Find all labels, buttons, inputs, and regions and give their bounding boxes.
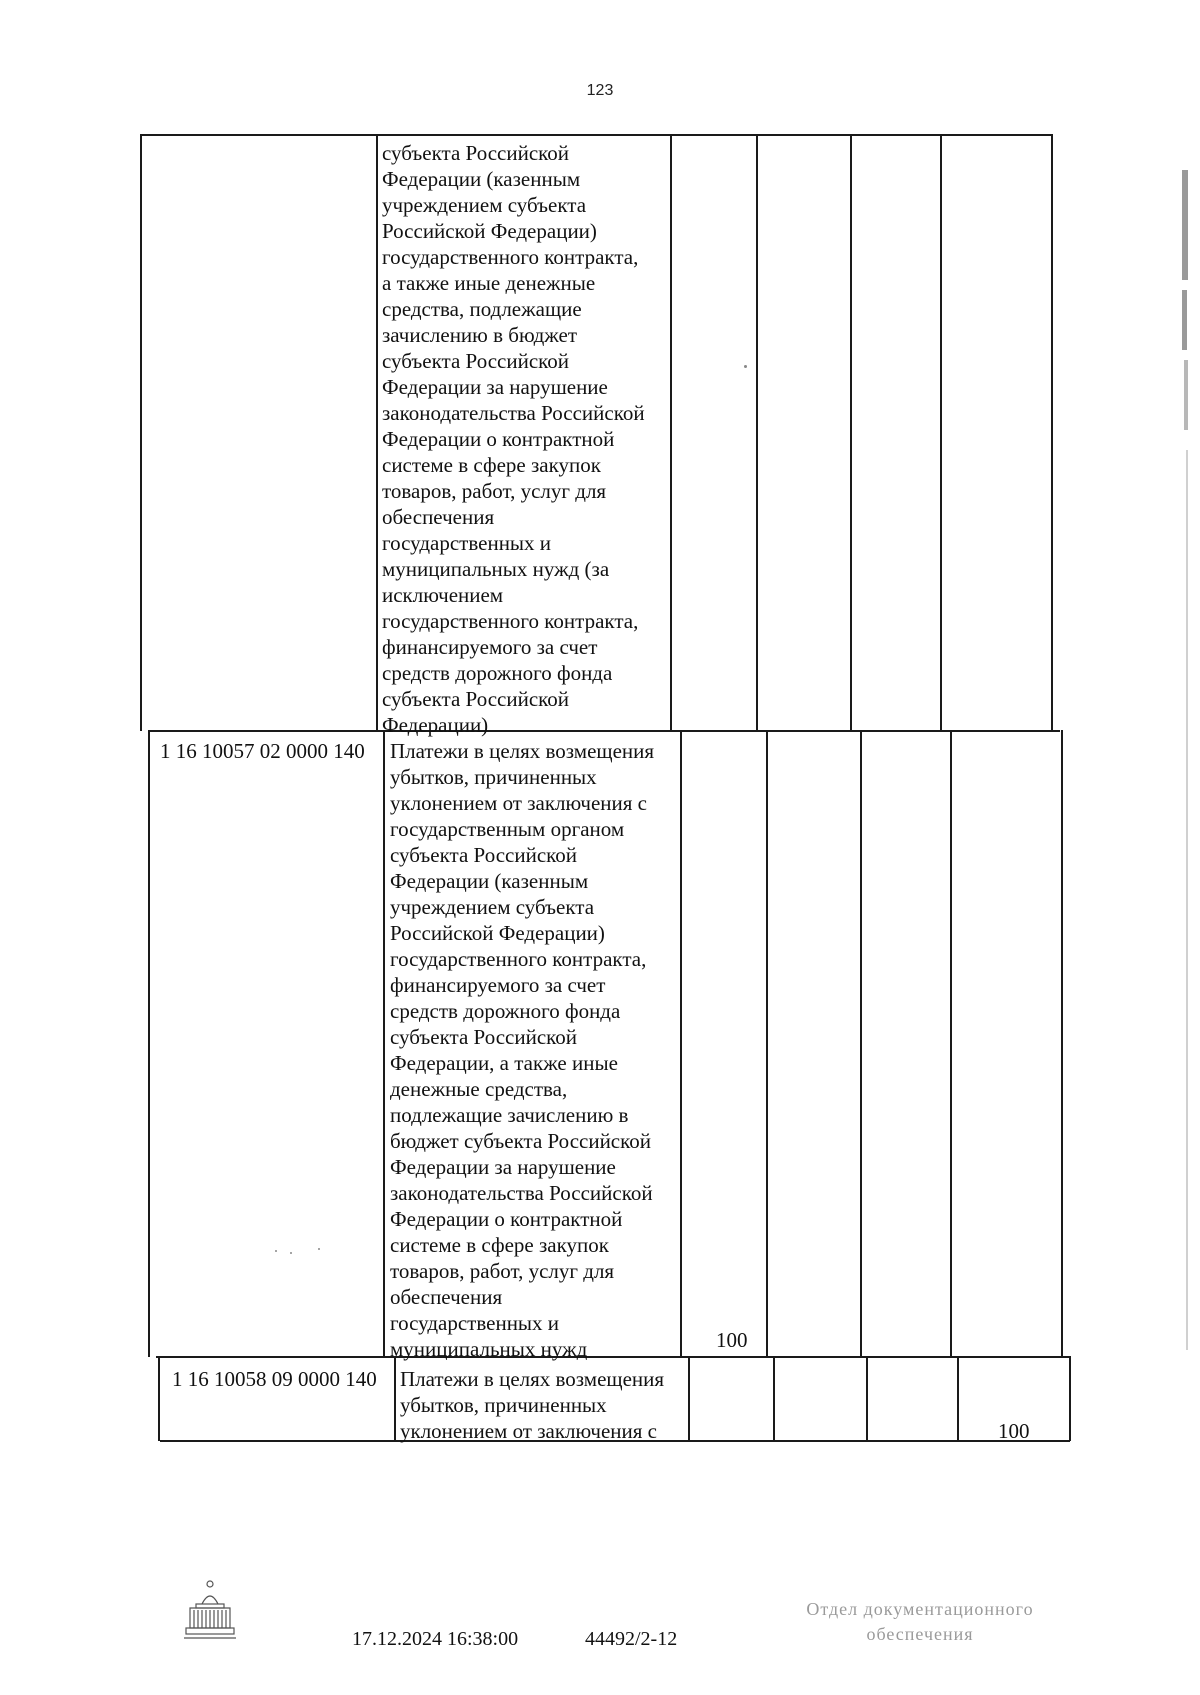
description-line: Федерации (казенным	[382, 167, 581, 191]
description-line: средств дорожного фонда	[390, 999, 621, 1023]
description-line: товаров, работ, услуг для	[382, 479, 607, 503]
page-number: 123	[586, 82, 614, 99]
description-line: Федерации (казенным	[390, 869, 589, 893]
table-border	[688, 1356, 690, 1441]
scan-speck	[318, 1248, 320, 1250]
description-line: Федерации, а также иные	[390, 1051, 618, 1075]
stamp-line-1: Отдел документационного	[806, 1599, 1034, 1619]
table-border	[957, 1356, 959, 1441]
description-line: бюджет субъекта Российской	[390, 1129, 652, 1153]
description-line: финансируемого за счет	[390, 973, 606, 997]
description-line: Федерации за нарушение	[382, 375, 608, 399]
description-line: субъекта Российской	[390, 843, 578, 867]
description-line: субъекта Российской	[382, 349, 570, 373]
footer-datetime: 17.12.2024 16:38:00	[352, 1628, 519, 1650]
table-border	[670, 134, 672, 731]
footer-document-number: 44492/2-12	[585, 1628, 678, 1650]
table-border	[766, 730, 768, 1357]
row-2-description	[390, 738, 654, 1362]
description-line: государственных и	[382, 531, 552, 555]
description-line: системе в сфере закупок	[382, 453, 601, 477]
description-line: Федерации за нарушение	[390, 1155, 616, 1179]
description-line: законодательства Российской	[382, 401, 645, 425]
row-1-description	[382, 140, 645, 738]
scan-speck	[744, 365, 747, 368]
description-line: системе в сфере закупок	[390, 1233, 609, 1257]
description-line: товаров, работ, услуг для	[390, 1259, 615, 1283]
description-line: обеспечения	[390, 1285, 503, 1309]
description-line: Федерации)	[382, 713, 489, 737]
table-border	[850, 134, 852, 731]
description-line: средства, подлежащие	[382, 297, 582, 321]
table-border	[860, 730, 862, 1357]
description-line: убытков, причиненных	[400, 1393, 607, 1417]
description-line: финансируемого за счет	[382, 635, 598, 659]
table-border	[680, 730, 682, 1357]
description-line: государственного контракта,	[390, 947, 647, 971]
duma-building-logo	[180, 1578, 240, 1648]
table-border	[394, 1356, 396, 1441]
table-border	[866, 1356, 868, 1441]
table-border	[383, 730, 385, 1357]
row-2-code: 1 16 10057 02 0000 140	[160, 739, 365, 763]
row-2-value-1: 100	[716, 1328, 748, 1352]
description-line: государственного контракта,	[382, 245, 639, 269]
description-line: исключением	[382, 583, 504, 607]
description-line: Федерации о контрактной	[382, 427, 615, 451]
description-line: учреждением субъекта	[390, 895, 595, 919]
description-line: учреждением субъекта	[382, 193, 587, 217]
description-line: а также иные денежные	[382, 271, 596, 295]
table-border	[773, 1356, 775, 1441]
row-3-code: 1 16 10058 09 0000 140	[172, 1367, 377, 1391]
description-line: средств дорожного фонда	[382, 661, 613, 685]
description-line: уклонением от заключения с	[400, 1419, 658, 1443]
description-line: субъекта Российской	[390, 1025, 578, 1049]
table-border	[158, 1356, 160, 1441]
table-border	[756, 134, 758, 731]
description-line: субъекта Российской	[382, 687, 570, 711]
table-border	[140, 134, 142, 731]
description-line: денежные средства,	[390, 1077, 568, 1101]
scan-speck	[275, 1250, 277, 1252]
table-border	[950, 730, 952, 1357]
table-border	[148, 730, 150, 1357]
description-line: Российской Федерации)	[390, 921, 605, 945]
stamp-line-2: обеспечения	[866, 1624, 974, 1644]
description-line: государственного контракта,	[382, 609, 639, 633]
scan-speck	[290, 1252, 292, 1254]
description-line: Федерации о контрактной	[390, 1207, 623, 1231]
description-line: государственным органом	[390, 817, 625, 841]
description-line: подлежащие зачислению в	[390, 1103, 629, 1127]
description-line: государственных и	[390, 1311, 560, 1335]
row-3-value-4: 100	[998, 1419, 1030, 1443]
table-border	[140, 134, 1052, 136]
table-border	[1069, 1356, 1071, 1441]
table-border	[1051, 134, 1053, 731]
description-line: Платежи в целях возмещения	[400, 1367, 665, 1391]
description-line: муниципальных нужд	[390, 1337, 588, 1361]
description-line: убытков, причиненных	[390, 765, 597, 789]
description-line: субъекта Российской	[382, 141, 570, 165]
table-border	[376, 134, 378, 731]
description-line: Платежи в целях возмещения	[390, 739, 655, 763]
description-line: муниципальных нужд (за	[382, 557, 610, 581]
row-3-description	[400, 1366, 664, 1444]
description-line: законодательства Российской	[390, 1181, 653, 1205]
scan-edge-noise	[1160, 30, 1200, 1430]
department-stamp	[770, 1597, 1070, 1647]
table-border	[940, 134, 942, 731]
description-line: обеспечения	[382, 505, 495, 529]
description-line: зачислению в бюджет	[382, 323, 577, 347]
description-line: уклонением от заключения с	[390, 791, 648, 815]
description-line: Российской Федерации)	[382, 219, 597, 243]
table-border	[1061, 730, 1063, 1357]
